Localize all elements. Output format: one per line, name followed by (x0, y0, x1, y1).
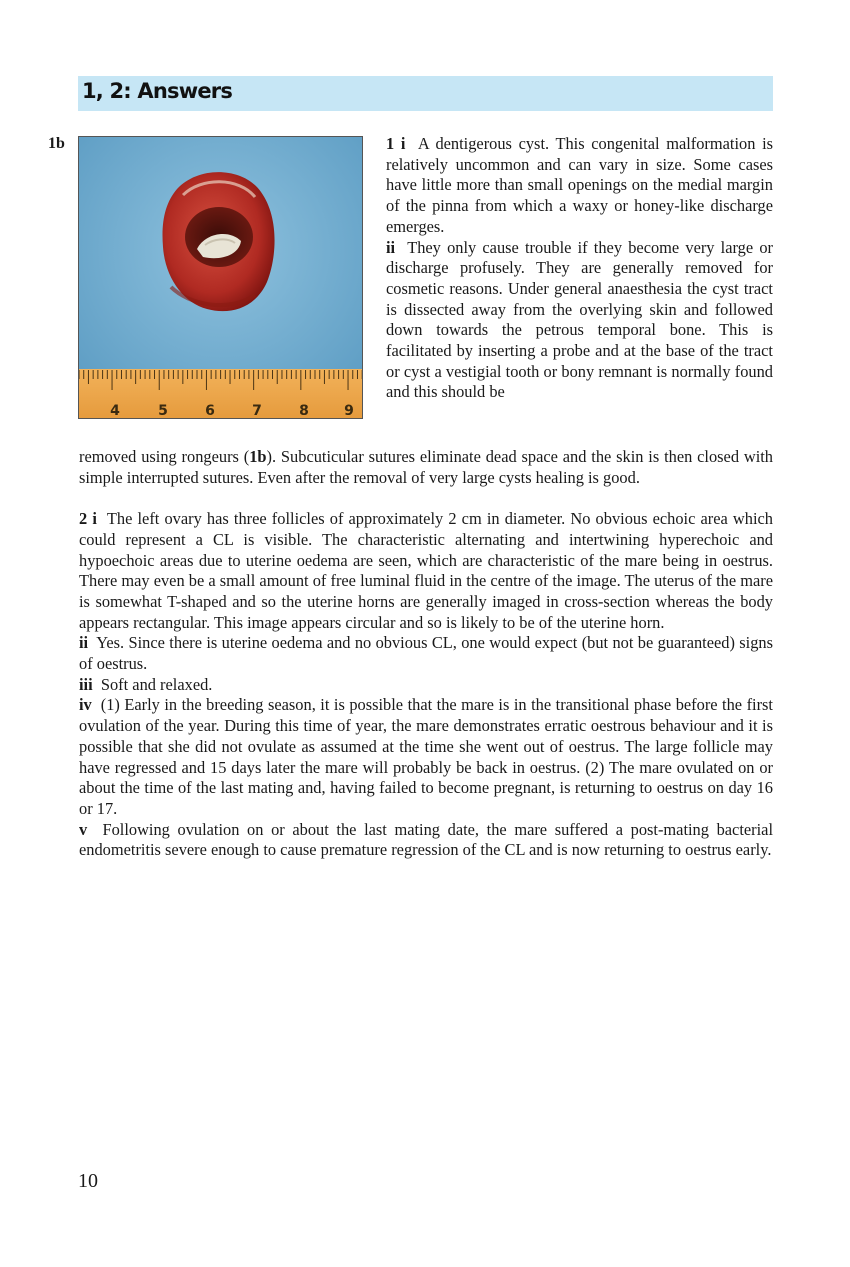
page-number: 10 (78, 1170, 98, 1192)
answer-text: Following ovulation on or about the last mating date, the mare suffered a post-mating bacterial endometritis severe enough to cause premature regression of the CL and is now returning to oestrus early. (79, 819, 774, 860)
answer-text: ). Subcuticular sutures eliminate dead space and the skin is then closed with simple interrupted sutures. Even after the removal of very large cysts healing is good. (79, 447, 773, 487)
answer-text: A dentigerous cyst. This congenital malformation is relatively uncommon and can vary in size. Some cases have little more than small openings on the medial margin of the pinna from which a waxy or honey-like discharge emerges. (386, 134, 774, 236)
answer-2-v (79, 820, 773, 861)
cyst-specimen-image (79, 137, 363, 419)
answer-1-i (386, 134, 773, 238)
answer-1-continuation (79, 447, 773, 861)
answer-text: The left ovary has three follicles of approximately 2 cm in diameter. No obvious echoic area which could represent a CL is visible. The characteristic alternating and intertwining hyperechoic and hypoechoic areas due to uterine oedema are seen, which are characteristic of the mare being in oestrus. There may even be a small amount of free luminal fluid in the centre of the image. The uterus of the mare is somewhat T-shaped and so the uterine horns are generally imaged in cross-section whereas the body appears rectangular. This image appears circular and so is likely to be of the uterine horn. (79, 509, 773, 632)
ruler-number: 6 (205, 403, 215, 419)
part-label: ii (79, 633, 89, 653)
question-number: 2 i (79, 509, 97, 529)
section-header (78, 76, 773, 111)
answer-text: Soft and relaxed. (100, 674, 213, 694)
part-label: iii (79, 674, 93, 694)
ruler-number: 9 (344, 403, 354, 419)
answer-1-column (386, 134, 773, 403)
ruler-number: 5 (158, 403, 168, 419)
answer-2-i (79, 509, 773, 633)
part-label: ii (386, 237, 396, 257)
answer-1-ii (386, 238, 773, 404)
answer-2-ii (79, 633, 773, 674)
question-number: 1 i (386, 134, 406, 153)
answer-text: They only cause trouble if they become very large or discharge profusely. They are generally removed for cosmetic reasons. Under general anaesthesia the cyst tract is dissected away from the overlying skin and followed down towards the petrous temporal bone. This is facilitated by inserting a probe and at the base of the tract or cyst a vestigial tooth or bony remnant is normally found and this should be (386, 237, 773, 402)
figure-1b-photo (78, 136, 363, 419)
part-label: v (79, 819, 88, 839)
ruler-number: 7 (252, 403, 262, 419)
answer-text: Yes. Since there is uterine oedema and no obvious CL, one would expect (but not be guaranteed) signs of oestrus. (79, 633, 773, 674)
ruler-number: 4 (110, 403, 120, 419)
ruler-number: 8 (299, 403, 309, 419)
section-title: 1, 2: Answers (82, 79, 233, 103)
answer-text: (1) Early in the breeding season, it is possible that the mare is in the transitional phase before the first ovulation of the year. During this time of year, the mare demonstrates erratic oestrous behaviour and it is possible that she did not ovulate as assumed at the time she went out of oestrus. The large follicle may have regressed and 15 days later the mare will probably be back in oestrus. (2) The mare ovulated on or about the time of the last mating and, having failed to become pregnant, is returning to oestrus on day 16 or 17. (79, 695, 773, 818)
answer-text: removed using rongeurs ( (79, 447, 250, 466)
part-label: iv (79, 695, 92, 715)
figure-label: 1b (48, 135, 65, 152)
answer-2-iv (79, 695, 773, 819)
answer-2-iii (79, 675, 773, 696)
figure-reference: 1b (249, 447, 267, 466)
answer-1-ii-cont (79, 447, 773, 488)
